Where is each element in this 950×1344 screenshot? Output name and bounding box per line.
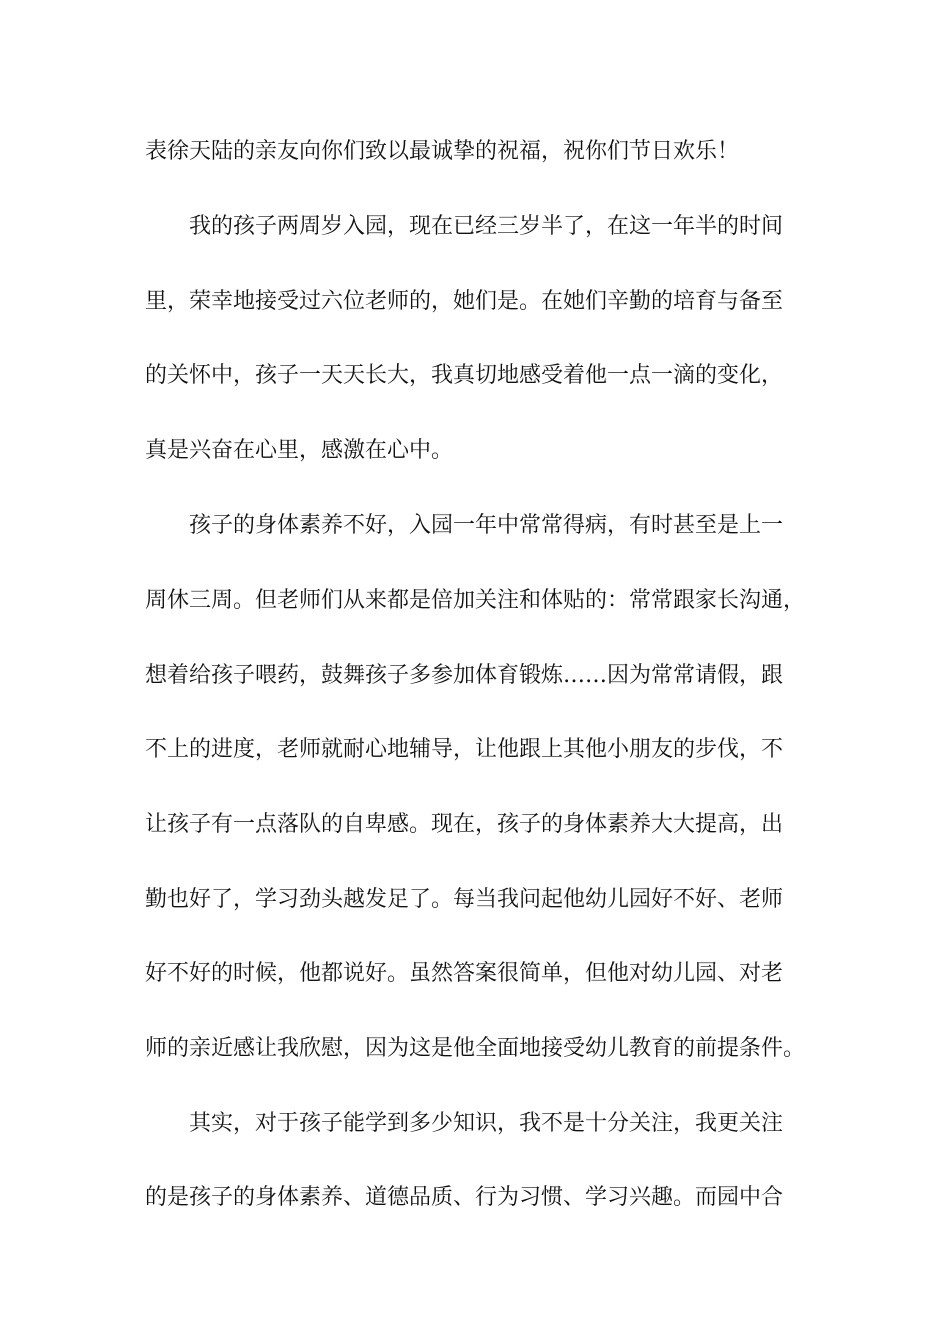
text-line: 让孩子有一点落队的自卑感。现在，孩子的身体素养大大提高，出 — [145, 812, 784, 837]
text-line: 周休三周。但老师们从来都是倍加关注和体贴的：常常跟家长沟通， — [145, 588, 806, 613]
text-line: 真是兴奋在心里，感激在心中。 — [145, 438, 454, 463]
text-line: 想着给孩子喂药，鼓舞孩子多参加体育锻炼……因为常常请假，跟 — [145, 663, 784, 688]
text-line: 勤也好了，学习劲头越发足了。每当我问起他幼儿园好不好、老师 — [145, 887, 784, 912]
text-line: 表徐天陆的亲友向你们致以最诚挚的祝福，祝你们节日欢乐！ — [145, 139, 740, 164]
text-line: 我的孩子两周岁入园，现在已经三岁半了，在这一年半的时间 — [145, 214, 784, 239]
text-line: 师的亲近感让我欣慰，因为这是他全面地接受幼儿教育的前提条件。 — [145, 1036, 806, 1061]
text-line: 不上的进度，老师就耐心地辅导，让他跟上其他小朋友的步伐，不 — [145, 737, 784, 762]
text-line: 好不好的时候，他都说好。虽然答案很简单，但他对幼儿园、对老 — [145, 961, 784, 986]
text-line: 的是孩子的身体素养、道德品质、行为习惯、学习兴趣。而园中合 — [145, 1185, 784, 1210]
text-line: 其实，对于孩子能学到多少知识，我不是十分关注，我更关注 — [145, 1111, 784, 1136]
text-line: 的关怀中，孩子一天天长大，我真切地感受着他一点一滴的变化， — [145, 363, 784, 388]
text-line: 里，荣幸地接受过六位老师的，她们是。在她们辛勤的培育与备至 — [145, 289, 784, 314]
text-line: 孩子的身体素养不好，入园一年中常常得病，有时甚至是上一 — [145, 513, 784, 538]
